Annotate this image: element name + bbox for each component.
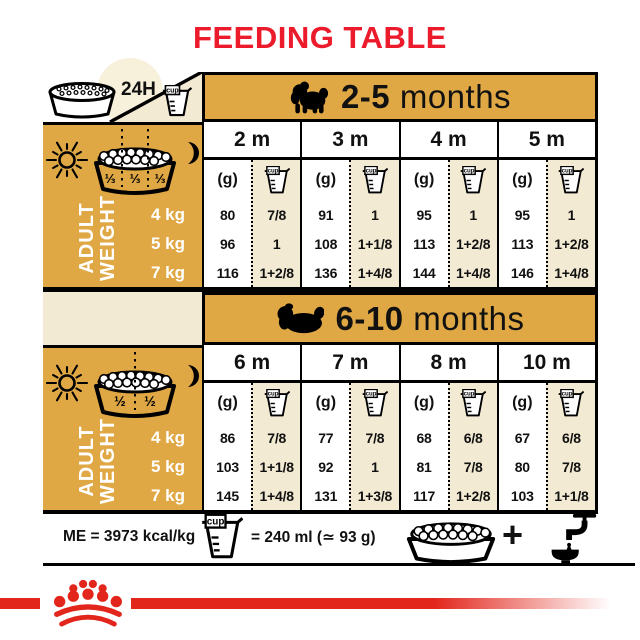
grams-subcolumn [401,160,448,287]
measuring-cup-icon [201,514,243,561]
portion-fraction: ⅓ [129,171,141,186]
grams-value: 145 [216,487,239,504]
month-column [401,383,499,510]
cup-icon-cell [548,383,595,423]
grams-value: 103 [216,458,239,475]
month-column [302,383,400,510]
portion-fraction: ⅓ [104,171,116,186]
grams-value: 81 [416,458,432,475]
cup-icon-cell [253,383,300,423]
measuring-cup-icon [264,166,290,195]
grams-value: 108 [314,235,338,252]
month-column [401,160,499,287]
sun-icon [46,135,88,181]
cup-icon-label: cup [365,390,377,398]
cup-icon-label: cup [562,390,573,398]
grams-value: 80 [514,458,530,475]
month-column [499,383,595,510]
cup-icon-label: cup [166,87,179,95]
weight-label: 4 kg [150,204,185,224]
weight-label: 5 kg [150,456,185,476]
royal-canin-crown-logo-icon [45,579,129,630]
cup-subcolumn [349,383,398,510]
cup-icon-cell [253,160,300,200]
month-header: 5 m [528,127,565,151]
month-header: 8 m [401,345,499,380]
cup-value: 1+4/8 [554,264,589,281]
month-column [302,160,400,287]
grams-value: 113 [511,235,534,252]
grams-value: 144 [412,264,436,281]
weight-rows [127,423,193,510]
cup-icon-cell [548,160,595,200]
portion-fraction: ½ [144,393,156,409]
cup-subcolumn [546,160,595,287]
moon-icon [177,361,199,391]
measuring-cup-icon [460,389,486,418]
adult-weight-line1: ADULT [76,425,98,497]
month-column [499,160,595,287]
cup-subcolumn [349,160,398,287]
adult-weight-line2: WEIGHT [97,195,119,281]
brand-bar [0,578,640,640]
month-header: 10 m [522,350,571,374]
month-column [204,383,302,510]
banner-age-unit: months [413,299,525,337]
footer-divider-line [43,563,635,566]
cup-value: 1 [371,458,379,475]
cup-value: 1 [272,235,281,252]
plus-icon: + [502,514,524,555]
sun-icon [46,358,88,404]
weight-label: 4 kg [150,427,185,447]
month-header: 2 m [204,122,302,157]
measuring-cup-icon [162,85,192,118]
cup-subcolumn [448,160,497,287]
grams-value: 68 [416,429,432,446]
measuring-cup-icon [201,514,243,566]
cup-icon-cell [351,383,398,423]
page-title: FEEDING TABLE [193,20,447,55]
cup-icon-cell [351,160,398,200]
month-header: 3 m [302,122,400,157]
weight-label: 7 kg [150,262,185,282]
grams-subcolumn [204,383,251,510]
section-banner-2-5-months [202,72,598,122]
month-header-row [202,122,598,160]
banner-age-unit: months [399,78,512,115]
grams-value: 67 [514,429,530,446]
cup-value: 7/8 [463,458,483,475]
grams-unit-label: (g) [217,394,238,411]
grams-value: 146 [510,264,534,281]
grams-unit-label: (g) [512,394,533,411]
cup-icon-label: cup [365,167,377,175]
feeding-table [43,72,598,514]
cup-value: 1+4/8 [259,487,294,504]
grams-subcolumn [204,160,251,287]
cup-value: 1+4/8 [357,264,393,281]
cup-value: 1 [567,206,576,223]
grams-subcolumn [302,383,349,510]
cup-icon-label: cup [463,167,475,175]
moon-icon [177,138,199,168]
puppy-icon [289,79,329,115]
grams-value: 113 [413,235,436,252]
grams-unit-label: (g) [413,394,435,411]
banner-title [336,300,525,338]
portion-fraction: ½ [114,393,126,409]
cup-value: 1+3/8 [357,487,393,504]
weight-label: 7 kg [150,485,185,505]
month-header: 6 m [204,345,302,380]
cup-icon-cell [450,160,497,200]
cup-value: 1+4/8 [455,264,491,281]
cup-value: 1 [469,206,477,223]
grams-unit-label: (g) [413,171,435,188]
cup-value: 6/8 [463,429,483,446]
weight-label: 5 kg [150,233,185,253]
grams-subcolumn [499,160,546,287]
adult-weight-panel [43,345,202,510]
cup-subcolumn [546,383,595,510]
grams-value: 131 [314,487,338,504]
cup-subcolumn [251,383,300,510]
grams-value: 80 [219,206,236,223]
adult-weight-panel [43,122,202,287]
ration-grid [202,383,598,510]
banner-title [341,78,511,116]
cup-value: 1+1/8 [357,235,393,252]
measuring-cup-icon [264,389,290,418]
section-banner-6-10-months [202,292,598,345]
weight-rows [127,200,193,287]
kibble-bowl-icon [401,513,501,565]
spacer-cell [43,292,202,345]
grams-value: 116 [216,264,239,281]
cup-icon-label: cup [562,167,573,175]
cup-value: 7/8 [562,458,581,475]
grams-value: 117 [413,487,436,504]
cup-subcolumn [448,383,497,510]
grams-value: 95 [416,206,432,223]
measuring-cup-icon [362,166,388,195]
grams-subcolumn [499,383,546,510]
adult-weight-line1: ADULT [76,202,98,274]
brand-bar-left-segment [0,598,40,609]
banner-age-range: 2-5 [340,78,391,115]
grams-subcolumn [401,383,448,510]
grams-value: 92 [318,458,334,475]
grams-value: 103 [510,487,534,504]
grams-value: 96 [219,235,236,252]
cup-value: 6/8 [562,429,581,446]
cup-icon-cell [450,383,497,423]
cup-value: 1+2/8 [554,235,589,252]
grams-value: 95 [514,206,530,223]
cup-value: 1 [371,206,379,223]
brand-bar-right-segment [131,598,636,609]
cup-equivalence-label: = 240 ml (≃ 93 g) [251,529,376,546]
grams-value: 91 [318,206,334,223]
grams-value: 136 [314,264,338,281]
cup-icon-label: cup [267,167,279,175]
measuring-cup-icon [558,389,584,418]
measuring-cup-icon [558,166,584,195]
grams-unit-label: (g) [315,171,337,188]
footer-legend [43,512,635,563]
metabolizable-energy-label: ME = 3973 kcal/kg [63,528,196,545]
banner-age-range: 6-10 [335,299,404,337]
cup-value: 7/8 [267,206,287,223]
measuring-cup-icon [362,389,388,418]
grams-unit-label: (g) [512,171,533,188]
grams-value: 86 [219,429,236,446]
cup-icon-label: cup [206,516,225,528]
month-column [204,160,302,287]
cup-value: 1+2/8 [455,235,491,252]
cup-subcolumn [251,160,300,287]
adult-weight-line2: WEIGHT [97,418,119,504]
measuring-cup-icon [460,166,486,195]
cup-value: 7/8 [267,429,287,446]
24h-label: 24H [121,79,156,100]
cup-value: 7/8 [365,429,385,446]
cup-value: 1+2/8 [259,264,294,281]
measuring-cup-icon [162,85,192,123]
daily-ration-area [43,72,202,122]
ration-grid [202,160,598,287]
grams-unit-label: (g) [315,394,337,411]
month-header: 7 m [302,345,400,380]
grams-unit-label: (g) [217,171,238,188]
cup-icon-label: cup [267,390,279,398]
grams-subcolumn [302,160,349,287]
water-faucet-icon [540,510,602,566]
grams-value: 77 [318,429,334,446]
month-header-row [202,345,598,383]
cup-icon-label: cup [463,390,475,398]
cup-value: 1+1/8 [259,458,294,475]
adult-dog-icon [276,302,324,335]
cup-value: 1+1/8 [554,487,589,504]
month-header: 4 m [401,122,499,157]
portion-fraction: ⅓ [154,171,166,186]
cup-value: 1+2/8 [455,487,491,504]
